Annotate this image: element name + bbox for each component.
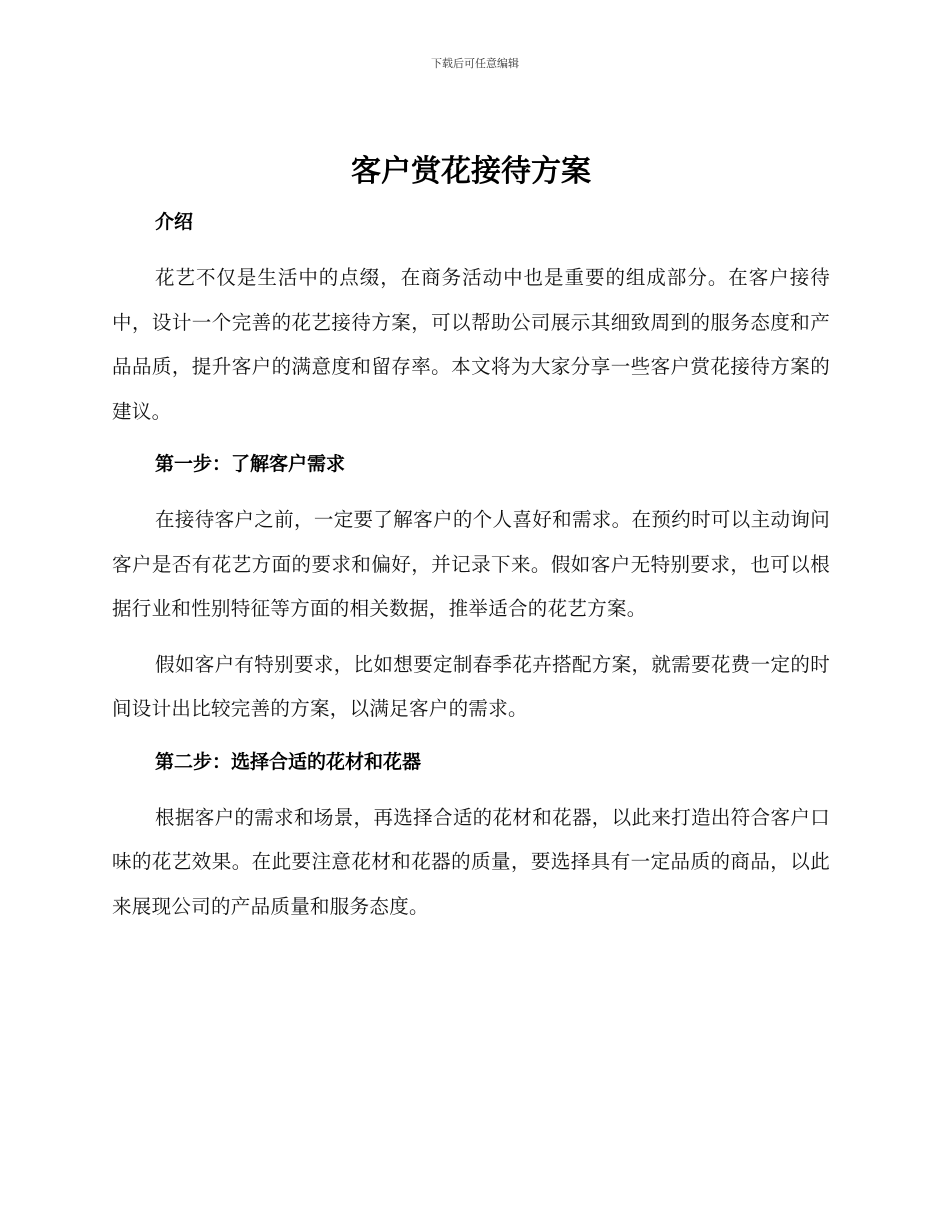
header-note: 下载后可任意编辑 <box>431 57 519 70</box>
paragraph-intro: 花艺不仅是生活中的点缀，在商务活动中也是重要的组成部分。在客户接待中，设计一个完善的花艺接待方案，可以帮助公司展示其细致周到的服务态度和产品品质，提升客户的满意度和留存率。本文将为大家分享一些客户赏花接待方案的建议。 <box>112 266 830 423</box>
document-title: 客户赏花接待方案 <box>351 154 591 189</box>
paragraph-step1-1: 在接待客户之前，一定要了解客户的个人喜好和需求。在预约时可以主动询问客户是否有花艺方面的要求和偏好，并记录下来。假如客户无特别要求，也可以根据行业和性别特征等方面的相关数据，推举适合的花艺方案。 <box>112 508 830 620</box>
section-heading-step2: 第二步：选择合适的花材和花器 <box>155 750 422 773</box>
section-heading-step1: 第一步：了解客户需求 <box>155 453 346 475</box>
document-content <box>112 150 830 929</box>
paragraph-step1-2: 假如客户有特别要求，比如想要定制春季花卉搭配方案，就需要花费一定的时间设计出比较完善的方案，以满足客户的需求。 <box>112 652 830 720</box>
section-heading-intro: 介绍 <box>155 211 194 233</box>
paragraph-step2-1: 根据客户的需求和场景，再选择合适的花材和花器，以此来打造出符合客户口味的花艺效果。在此要注意花材和花器的质量，要选择具有一定品质的商品，以此来展现公司的产品质量和服务态度。 <box>112 805 830 918</box>
